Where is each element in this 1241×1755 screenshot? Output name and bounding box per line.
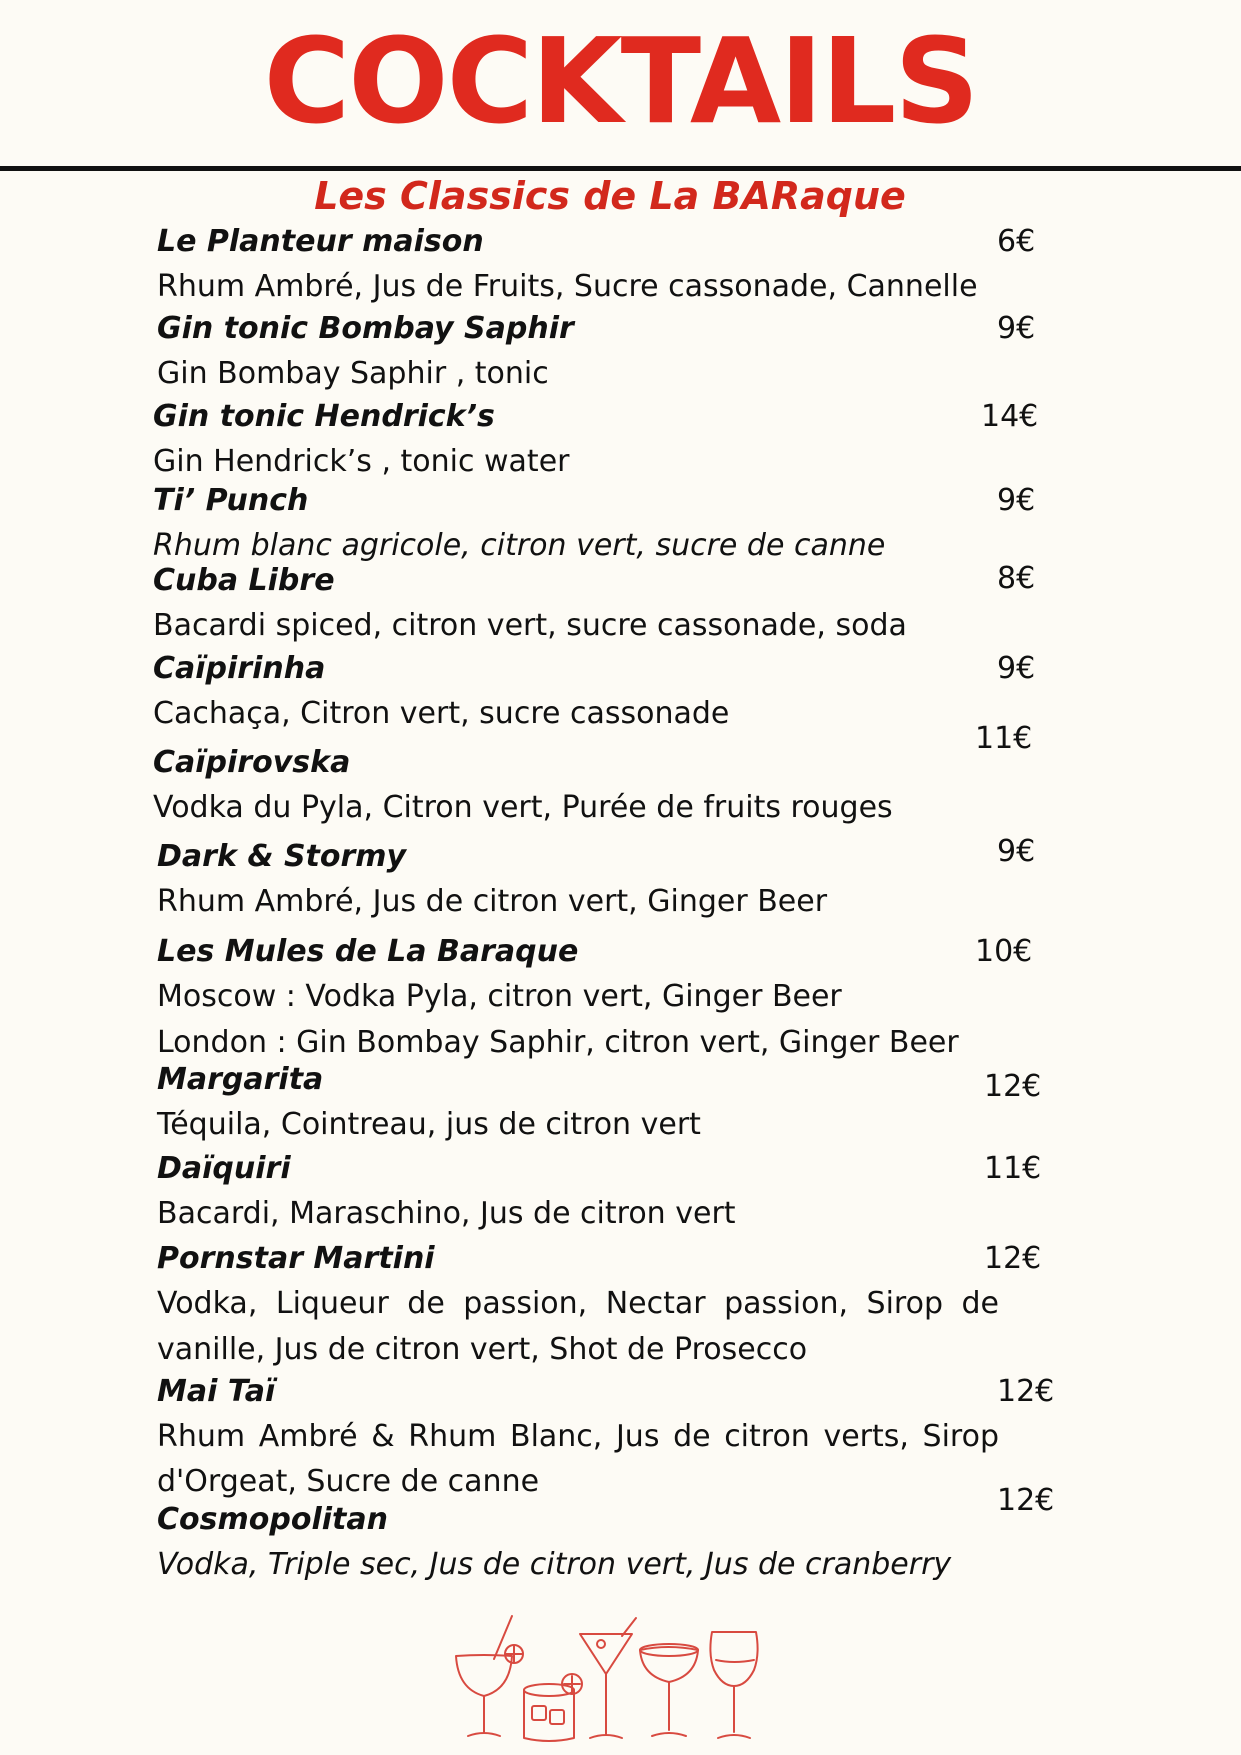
item-name: Cuba Libre [153,563,335,598]
item-description: d'Orgeat, Sucre de canne [157,1464,540,1499]
glass-outlines-icon [456,1616,758,1741]
item-price: 9€ [997,834,1036,869]
item-name: Cosmopolitan [157,1502,388,1537]
item-price: 9€ [997,651,1036,686]
item-name: Daïquiri [157,1151,291,1186]
item-price: 6€ [997,224,1036,259]
item-description: Rhum blanc agricole, citron vert, sucre de canne [153,528,886,563]
item-description: London : Gin Bombay Saphir, citron vert, Ginger Beer [157,1025,959,1060]
item-name: Dark & Stormy [157,839,407,874]
item-name: Caïpirinha [153,651,326,686]
item-price: 14€ [981,399,1039,434]
item-description: Moscow : Vodka Pyla, citron vert, Ginger Beer [157,979,842,1014]
item-description: Gin Hendrick’s , tonic water [153,444,570,479]
item-price: 11€ [984,1151,1042,1186]
item-price: 9€ [997,311,1036,346]
item-description: Vodka du Pyla, Citron vert, Purée de fruits rouges [153,790,893,825]
cocktail-glasses-illustration [454,1614,764,1744]
item-name: Pornstar Martini [157,1241,435,1276]
item-name: Margarita [157,1062,324,1097]
item-description: Vodka, Liqueur de passion, Nectar passion, Sirop de [157,1286,999,1321]
section-subtitle: Les Classics de La BARaque [314,174,906,218]
item-price: 11€ [975,721,1033,756]
item-name: Ti’ Punch [153,483,309,518]
item-description: Téquila, Cointreau, jus de citron vert [157,1107,701,1142]
item-description: Gin Bombay Saphir , tonic [157,356,549,391]
item-description: vanille, Jus de citron vert, Shot de Prosecco [157,1332,808,1367]
item-price: 8€ [997,561,1036,596]
item-description: Vodka, Triple sec, Jus de citron vert, Jus de cranberry [157,1547,952,1582]
item-description: Rhum Ambré & Rhum Blanc, Jus de citron verts, Sirop [157,1419,999,1454]
item-name: Caïpirovska [153,745,351,780]
item-description: Cachaça, Citron vert, sucre cassonade [153,696,730,731]
item-price: 9€ [997,483,1036,518]
item-name: Le Planteur maison [157,224,484,259]
item-description: Rhum Ambré, Jus de citron vert, Ginger Beer [157,884,828,919]
item-name: Mai Taï [157,1374,276,1409]
item-description: Rhum Ambré, Jus de Fruits, Sucre cassonade, Cannelle [157,269,978,304]
page-title: COCKTAILS [263,12,978,150]
item-price: 10€ [975,934,1033,969]
item-name: Gin tonic Hendrick’s [153,399,495,434]
item-name: Gin tonic Bombay Saphir [157,311,574,346]
item-name: Les Mules de La Baraque [157,934,579,969]
item-price: 12€ [997,1374,1055,1409]
item-price: 12€ [984,1069,1042,1104]
item-description: Bacardi spiced, citron vert, sucre cassonade, soda [153,608,907,643]
item-price: 12€ [997,1483,1055,1518]
item-description: Bacardi, Maraschino, Jus de citron vert [157,1196,736,1231]
item-price: 12€ [984,1241,1042,1276]
